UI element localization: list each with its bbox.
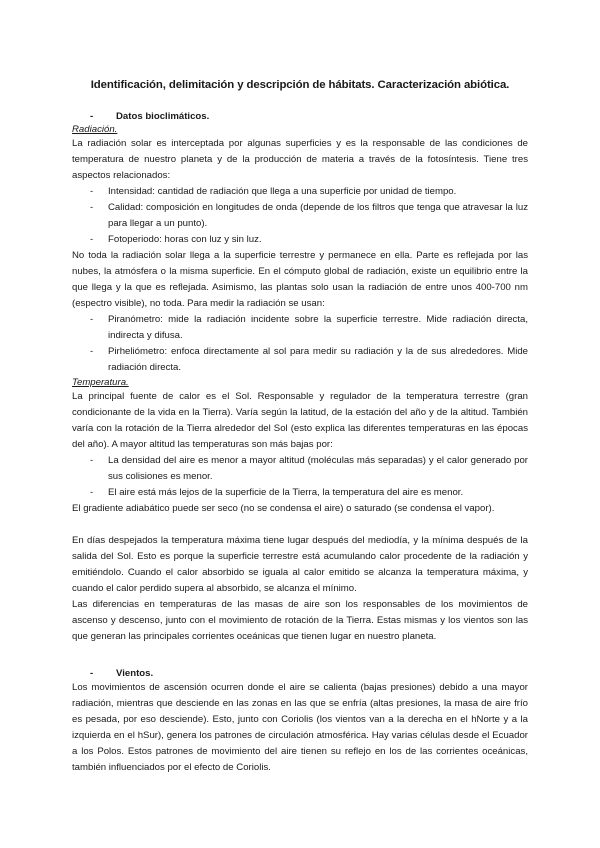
paragraph-vientos: Los movimientos de ascensión ocurren donde el aire se calienta (bajas presiones) debido a una mayor radiación, mientras que desciende en las zonas en las que se enfría (altas presiones, la masa de aire frío es pesada, por eso desciende). Esto, junto con Coriolis (los vientos van a la derecha en el hNorte y a la izquierda en el hSur), genera los patrones de circulación atmosférica. Hay varias células desde el Ecuador a los Polos. Estos patrones de movimiento del aire tienen su reflejo en los de las corrientes oceánicas, también influenciados por el efecto de Coriolis. [72, 682, 528, 773]
heading-dash: - [90, 111, 94, 122]
heading-dash: - [90, 668, 94, 679]
subheading-temperatura: Temperatura. [72, 377, 129, 388]
list-item: - La densidad del aire es menor a mayor altitud (moléculas más separadas) y el calor generado por sus colisiones es menor. [72, 453, 528, 485]
list-altitud-causas [72, 453, 528, 501]
list-item: - Intensidad: cantidad de radiación que llega a una superficie por unidad de tiempo. [72, 184, 528, 200]
list-radiacion-aspectos [72, 184, 528, 248]
list-item: - Pirheliómetro: enfoca directamente al sol para medir su radiación y la de sus alrededores. Mide radiación directa. [72, 344, 528, 376]
page-title: Identificación, delimitación y descripción de hábitats. Caracterización abiótica. [90, 79, 510, 91]
subheading-radiacion: Radiación. [72, 124, 118, 135]
section-heading-label: Vientos. [116, 668, 154, 679]
paragraph-gradiente: El gradiente adiabático puede ser seco (no se condensa el aire) o saturado (se condensa el vapor). [72, 503, 495, 514]
section-heading-datos-bioclimaticos [72, 110, 528, 123]
paragraph-temperatura-3: Las diferencias en temperaturas de las masas de aire son los responsables de los movimientos de ascenso y descenso, junto con el movimiento de rotación de la Tierra. Estas mismas y los vientos son las que generan las principales corrientes oceánicas que tienen lugar en nuestro planeta. [72, 599, 528, 642]
list-item: - Fotoperiodo: horas con luz y sin luz. [72, 232, 528, 248]
list-item: - El aire está más lejos de la superficie de la Tierra, la temperatura del aire es menor. [72, 485, 528, 501]
list-item: - Calidad: composición en longitudes de onda (depende de los filtros que tenga que atravesar la luz para llegar a un punto). [72, 200, 528, 232]
list-instrumentos [72, 312, 528, 376]
paragraph-radiacion-intro: La radiación solar es interceptada por algunas superficies y es la responsable de las condiciones de temperatura de nuestro planeta y de la producción de materia a través de la fotosíntesis. Tiene tres aspectos relacionados: [72, 138, 528, 181]
list-item: - Piranómetro: mide la radiación incidente sobre la superficie terrestre. Mide radiación directa, indirecta y difusa. [72, 312, 528, 344]
section-heading-vientos [72, 667, 528, 680]
section-heading-label: Datos bioclimáticos. [116, 111, 210, 122]
paragraph-temperatura-intro: La principal fuente de calor es el Sol. Responsable y regulador de la temperatura terrestre (gran condicionante de la vida en la Tierra). Varía según la latitud, de la estación del año y de la altitud. También varía con la rotación de la Tierra alrededor del Sol (esto explica las diferentes temperaturas en las épocas del año). A mayor altitud las temperaturas son más bajas por: [72, 391, 528, 450]
paragraph-temperatura-2: En días despejados la temperatura máxima tiene lugar después del mediodía, y la mínima después de la salida del Sol. Esto es porque la superficie terrestre está acumulando calor procedente de la radiación y emitiéndolo. Cuando el calor absorbido se iguala al calor emitido se alcanza la temperatura máxima, y cuando el calor perdido supera al absorbido, se alcanza el mínimo. [72, 535, 528, 594]
paragraph-radiacion-2: No toda la radiación solar llega a la superficie terrestre y permanece en ella. Parte es reflejada por las nubes, la atmósfera o la misma superficie. En el cómputo global de radiación, existe un equilibrio entre la que llega y la que es reflejada. Asimismo, las plantas solo usan la radiación de entre unos 400-700 nm (espectro visible), no toda. Para medir la radiación se usan: [72, 250, 528, 309]
